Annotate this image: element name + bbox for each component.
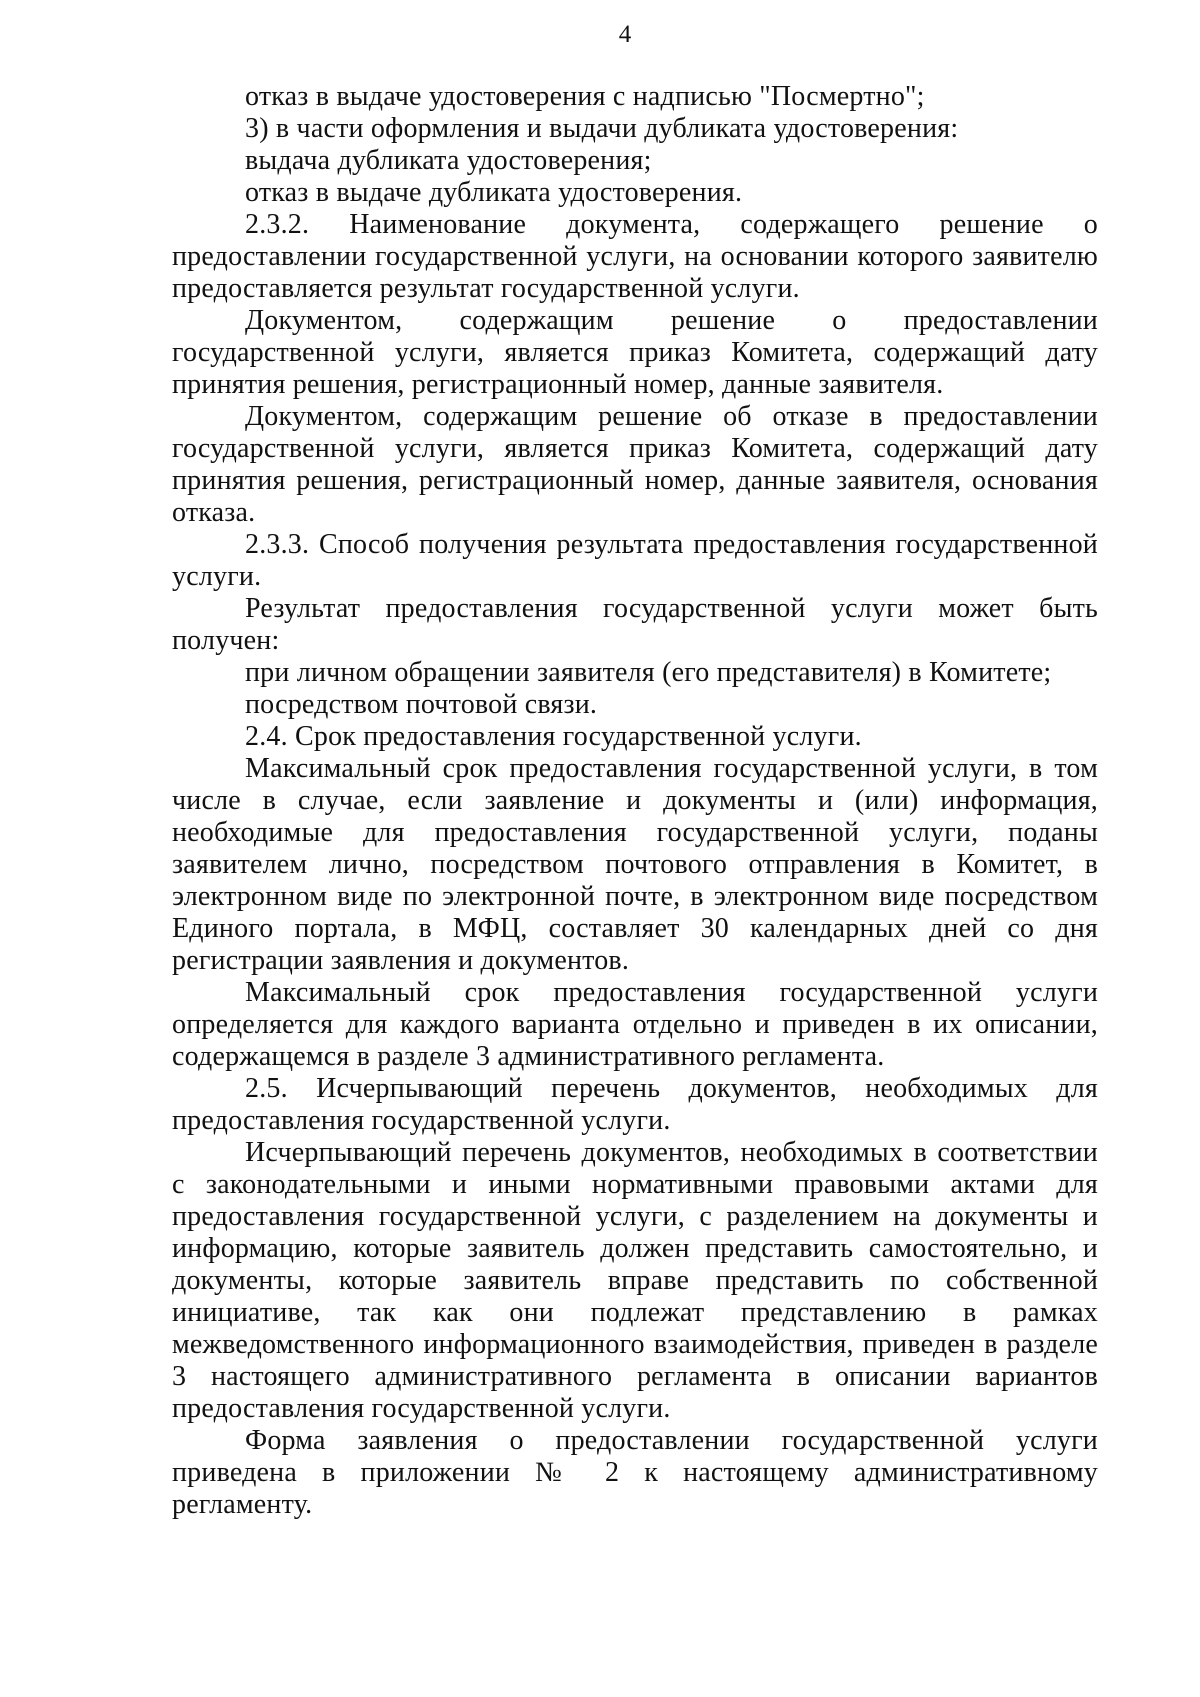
paragraph-1: отказ в выдаче удостоверения с надписью "Посмертно"; xyxy=(245,81,925,112)
paragraph-10: при личном обращении заявителя (его представителя) в Комитете; xyxy=(245,657,1052,688)
paragraph-16: Исчерпывающий перечень документов, необходимых в соответствии с законодательными и иными нормативными правовыми актами для предоставления государственной услуги, с разделением на документы и информацию, которые заявитель должен представить самостоятельно, и документы, которые заявитель вправе представить по собственной инициативе, так как они подлежат представлению в рамках межведомственного информационного взаимодействия, приведен в разделе 3 настоящего административного регламента в описании вариантов предоставления государственной услуги. xyxy=(172,1137,1098,1424)
paragraph-15: 2.5. Исчерпывающий перечень документов, необходимых для предоставления государственной услуги. xyxy=(172,1073,1098,1136)
paragraph-7: Документом, содержащим решение об отказе в предоставлении государственной услуги, является приказ Комитета, содержащий дату принятия решения, регистрационный номер, данные заявителя, основания отказа. xyxy=(172,401,1098,528)
paragraph-11: посредством почтовой связи. xyxy=(245,689,598,720)
page-number: 4 xyxy=(618,21,632,48)
paragraph-2: 3) в части оформления и выдачи дубликата удостоверения: xyxy=(245,113,959,144)
paragraph-17: Форма заявления о предоставлении государственной услуги приведена в приложении № 2 к настоящему административному регламенту. xyxy=(172,1425,1098,1520)
paragraph-6: Документом, содержащим решение о предоставлении государственной услуги, является приказ Комитета, содержащий дату принятия решения, регистрационный номер, данные заявителя. xyxy=(172,305,1098,400)
paragraph-5: 2.3.2. Наименование документа, содержащего решение о предоставлении государственной услуги, на основании которого заявителю предоставляется результат государственной услуги. xyxy=(172,209,1098,304)
document-body xyxy=(172,81,1098,1521)
paragraph-4: отказ в выдаче дубликата удостоверения. xyxy=(245,177,743,208)
paragraph-3: выдача дубликата удостоверения; xyxy=(245,145,652,176)
paragraph-12: 2.4. Срок предоставления государственной услуги. xyxy=(245,721,862,752)
paragraph-14: Максимальный срок предоставления государственной услуги определяется для каждого варианта отдельно и приведен в их описании, содержащемся в разделе 3 административного регламента. xyxy=(172,977,1098,1072)
paragraph-8: 2.3.3. Способ получения результата предоставления государственной услуги. xyxy=(172,529,1098,592)
paragraph-13: Максимальный срок предоставления государственной услуги, в том числе в случае, если заявление и документы и (или) информация, необходимые для предоставления государственной услуги, поданы заявителем лично, посредством почтового отправления в Комитет, в электронном виде по электронной почте, в электронном виде посредством Единого портала, в МФЦ, составляет 30 календарных дней со дня регистрации заявления и документов. xyxy=(172,753,1098,976)
paragraph-9: Результат предоставления государственной услуги может быть получен: xyxy=(172,593,1098,656)
